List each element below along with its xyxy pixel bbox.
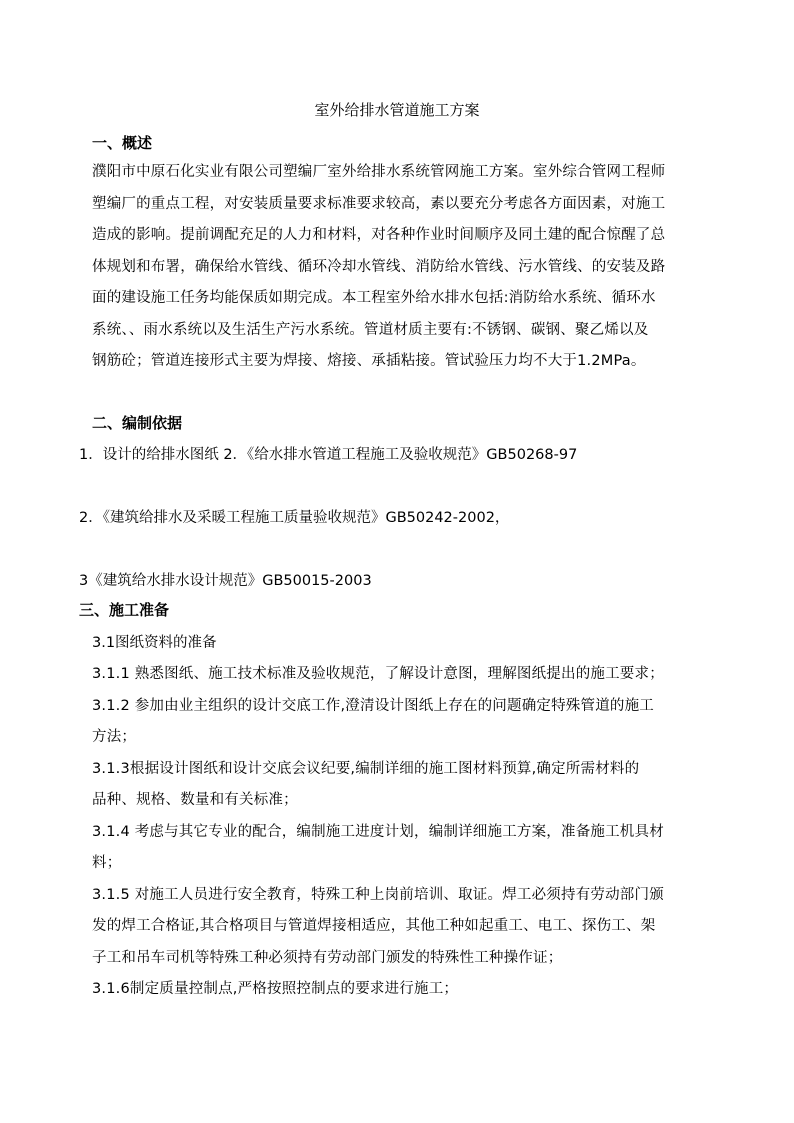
basis-item-3: 3《建筑给水排水设计规范》GB50015-2003	[79, 573, 372, 589]
document-title: 室外给排水管道施工方案	[314, 101, 480, 119]
preparation-line: 方法；	[92, 729, 137, 745]
preparation-line: 子工和吊车司机等特殊工种必须持有劳动部门颁发的特殊性工种操作证；	[92, 949, 563, 966]
preparation-line: 发的焊工合格证,其合格项目与管道焊接相适应，其他工种如起重工、电工、探伤工、架	[92, 918, 656, 934]
basis-item-2: 2．《建筑给排水及采暖工程施工质量验收规范》GB50242-2002，	[79, 510, 510, 526]
paragraph-line: 濮阳市中原石化实业有限公司塑编厂室外给排水系统管网施工方案。室外综合管网工程师	[92, 164, 666, 180]
preparation-line: 品种、规格、数量和有关标准；	[92, 792, 298, 808]
preparation-line: 3.1.4 考虑与其它专业的配合，编制施工进度计划，编制详细施工方案，准备施工机具材	[92, 823, 664, 840]
paragraph-line: 面的建设施工任务均能保质如期完成。本工程室外给水排水包括:消防给水系统、循环水	[92, 290, 656, 306]
paragraph-line: 造成的影响。提前调配充足的人力和材料，对各种作业时间顺序及同土建的配合惊醒了总	[92, 227, 666, 243]
preparation-line: 3.1.1 熟悉图纸、施工技术标准及验收规范，了解设计意图，理解图纸提出的施工要求；	[92, 666, 664, 682]
section-heading-overview: 一、概述	[92, 134, 153, 152]
basis-item-1: 1．设计的给排水图纸 2．《给水排水管道工程施工及验收规范》GB50268-97	[79, 447, 578, 463]
sub-heading-drawings: 3.1图纸资料的准备	[92, 635, 217, 651]
overview-paragraph	[92, 157, 665, 378]
paragraph-line: 系统、、雨水系统以及生活生产污水系统。管道材质主要有:不锈钢、碳钢、聚乙烯以及	[92, 321, 649, 338]
preparation-line: 3.1.6制定质量控制点,严格按照控制点的要求进行施工；	[92, 981, 459, 997]
section-heading-preparation: 三、施工准备	[79, 601, 170, 619]
paragraph-line: 体规划和布署，确保给水管线、循环冷却水管线、消防给水管线、污水管线、的安装及路	[92, 258, 666, 275]
paragraph-line: 塑编厂的重点工程，对安装质量要求标准要求较高，素以要充分考虑各方面因素，对施工	[92, 195, 666, 212]
preparation-line: 3.1.3根据设计图纸和设计交底会议纪要,编制详细的施工图材料预算,确定所需材料的	[92, 760, 640, 777]
paragraph-line: 钢筋砼；管道连接形式主要为焊接、熔接、承插粘接。管试验压力均不大于1.2MPa。	[92, 353, 646, 369]
preparation-line: 料；	[92, 855, 122, 871]
section-heading-basis: 二、编制依据	[92, 414, 183, 432]
preparation-line: 3.1.2 参加由业主组织的设计交底工作,澄清设计图纸上存在的问题确定特殊管道的施工	[92, 697, 655, 714]
preparation-line: 3.1.5 对施工人员进行安全教育，特殊工种上岗前培训、取证。焊工必须持有劳动部门颁	[92, 886, 664, 903]
preparation-list	[92, 659, 664, 1006]
